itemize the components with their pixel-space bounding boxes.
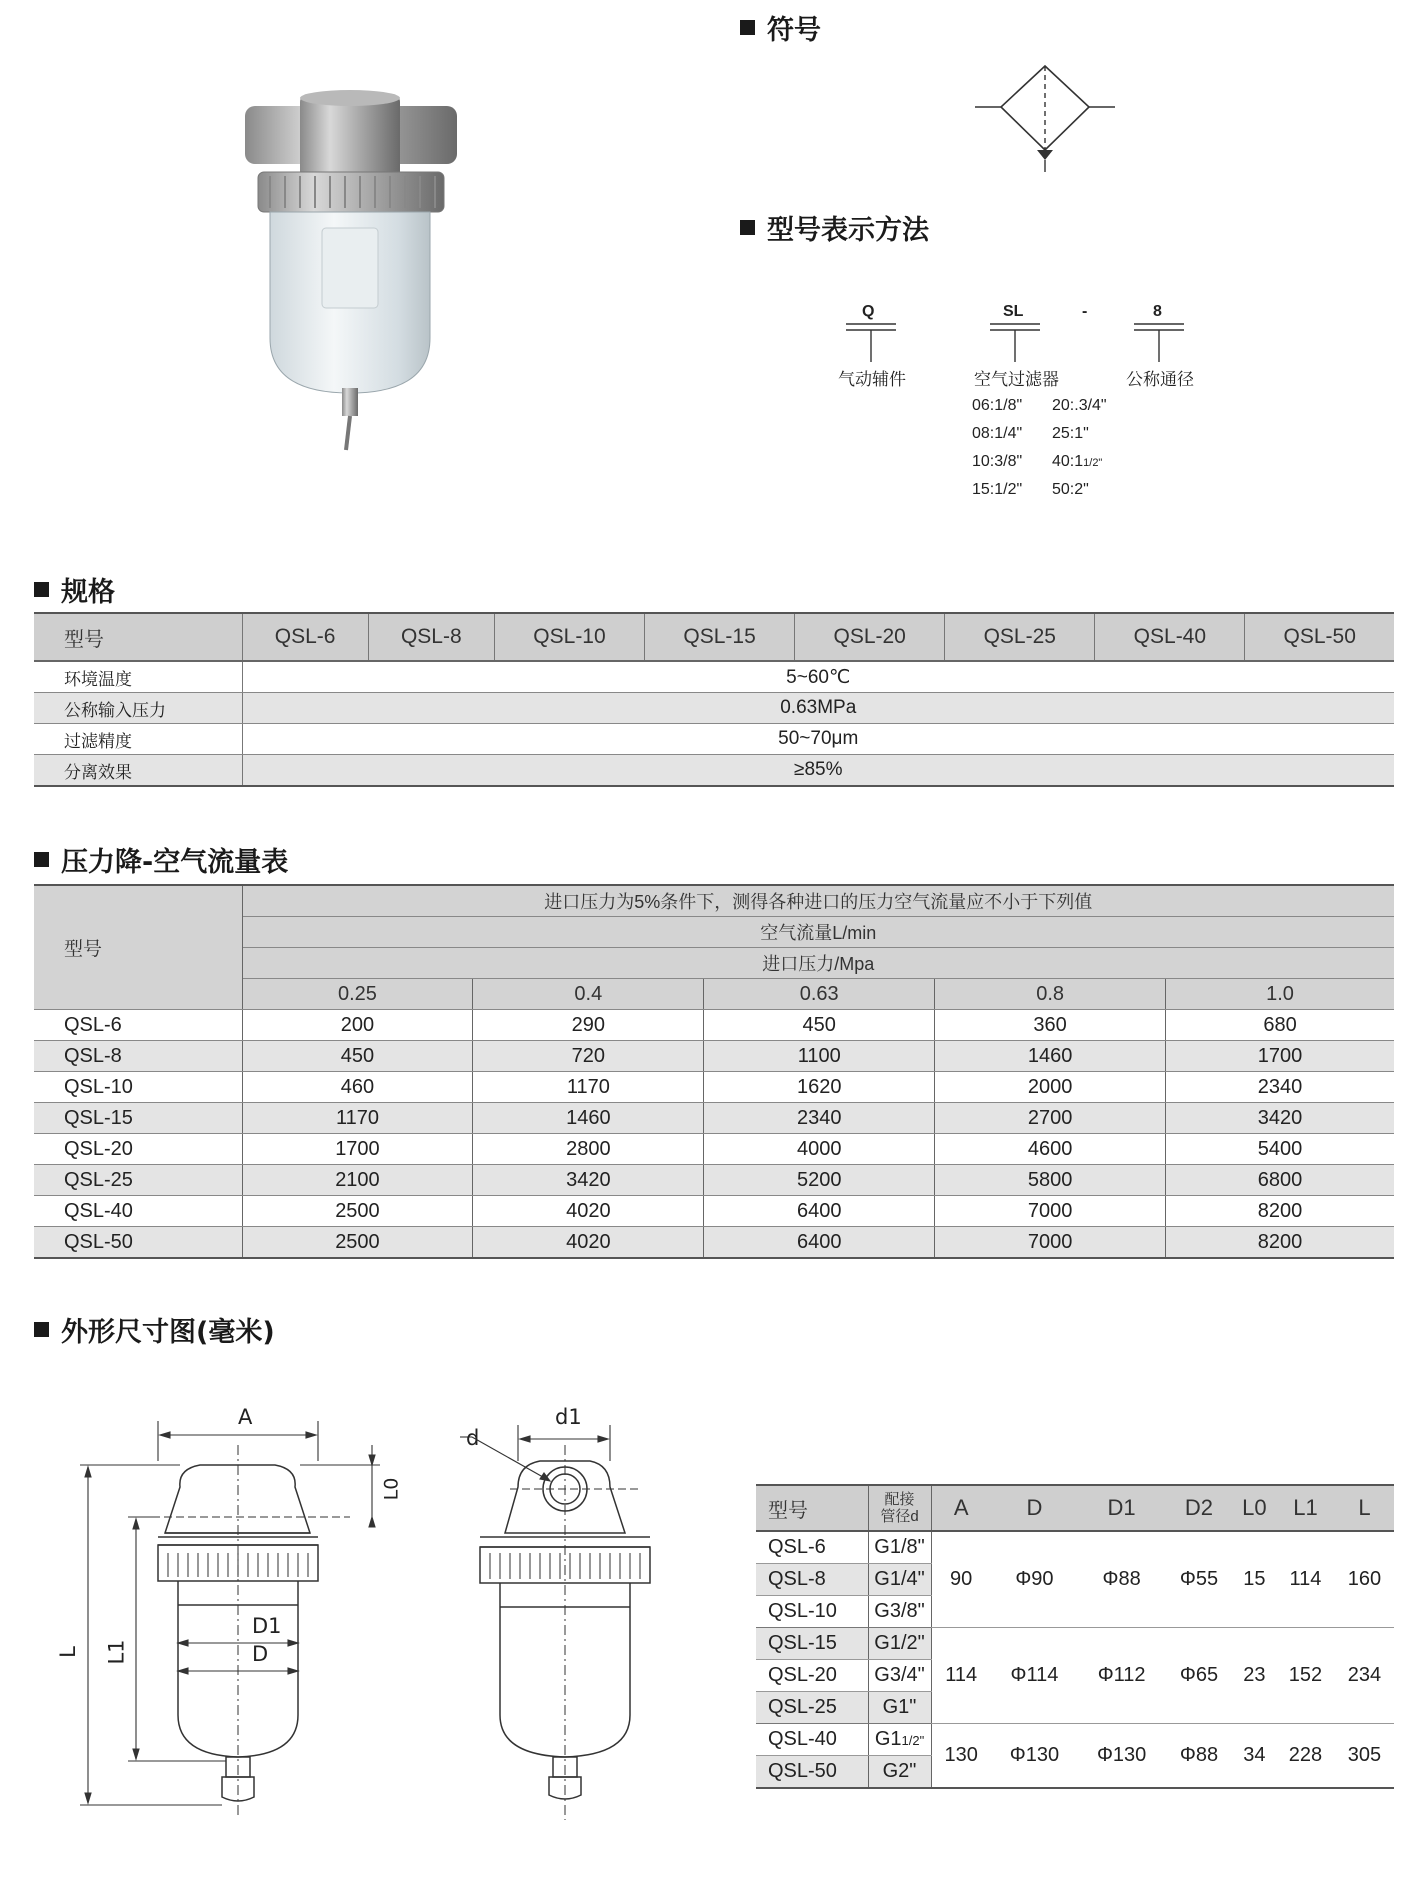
dim-model-cell: QSL-50 [756, 1756, 868, 1789]
spec-model-cell: QSL-40 [1095, 613, 1245, 661]
dim-pipe-cell: G11/2" [868, 1724, 931, 1756]
table-row [34, 1134, 1394, 1165]
flow-model-cell: QSL-20 [34, 1134, 242, 1165]
flow-value-cell: 8200 [1166, 1227, 1394, 1259]
size-code-20: 20:.3/4" [1052, 397, 1107, 414]
flow-value-cell: 2000 [935, 1072, 1166, 1103]
flow-value-cell: 5200 [704, 1165, 935, 1196]
dim-d2-cell: Φ88 [1165, 1724, 1233, 1789]
section-title-spec: 规格 [34, 570, 115, 609]
flow-model-cell: QSL-8 [34, 1041, 242, 1072]
dimension-drawing-side [460, 1425, 670, 1825]
dim-header-l1: L1 [1276, 1485, 1335, 1531]
pressure-cell: 0.25 [242, 979, 473, 1010]
table-row [756, 1531, 1394, 1564]
dim-a-cell: 130 [931, 1724, 991, 1789]
flow-value-cell: 7000 [935, 1196, 1166, 1227]
dim-header-d1: D1 [1078, 1485, 1165, 1531]
flow-value-cell: 460 [242, 1072, 473, 1103]
dim-d-cell: Φ90 [991, 1531, 1078, 1628]
dim-label-l1: L1 [104, 1639, 129, 1665]
flow-value-cell: 4600 [935, 1134, 1166, 1165]
spec-table [34, 612, 1394, 787]
dim-model-cell: QSL-25 [756, 1692, 868, 1724]
pressure-cell: 0.8 [935, 979, 1166, 1010]
flow-value-cell: 1620 [704, 1072, 935, 1103]
spec-row-label: 环境温度 [34, 661, 242, 693]
flow-value-cell: 2800 [473, 1134, 704, 1165]
flow-model-cell: QSL-50 [34, 1227, 242, 1259]
spec-row [34, 755, 1394, 787]
table-row [756, 1724, 1394, 1756]
dim-d-cell: Φ130 [991, 1724, 1078, 1789]
dim-pipe-cell: G1" [868, 1692, 931, 1724]
flow-model-cell: QSL-40 [34, 1196, 242, 1227]
flow-value-cell: 5800 [935, 1165, 1166, 1196]
flow-value-cell: 8200 [1166, 1196, 1394, 1227]
dim-label-l0: L0 [380, 1477, 403, 1501]
flow-value-cell: 2340 [1166, 1072, 1394, 1103]
dim-header-d: D [991, 1485, 1078, 1531]
flow-unit: 空气流量L/min [242, 917, 1394, 948]
dim-pipe-cell: G2" [868, 1756, 931, 1789]
notation-size-desc: 公称通径 [1126, 370, 1194, 390]
dim-header-l0: L0 [1233, 1485, 1276, 1531]
dim-model-cell: QSL-8 [756, 1564, 868, 1596]
flow-value-cell: 1170 [473, 1072, 704, 1103]
size-code-40: 40:11/2" [1052, 453, 1103, 470]
dim-label-a: A [238, 1405, 253, 1429]
flow-value-cell: 200 [242, 1010, 473, 1041]
dim-label-d1-side: d1 [555, 1405, 582, 1429]
dim-l-cell: 305 [1335, 1724, 1394, 1789]
flow-model-cell: QSL-6 [34, 1010, 242, 1041]
dim-model-cell: QSL-10 [756, 1596, 868, 1628]
pressure-cell: 0.63 [704, 979, 935, 1010]
flow-value-cell: 3420 [473, 1165, 704, 1196]
spec-row-value: ≥85% [242, 755, 1394, 787]
dim-header-model: 型号 [756, 1485, 868, 1531]
flow-condition: 进口压力为5%条件下，测得各种进口的压力空气流量应不小于下列值 [242, 885, 1394, 917]
section-title-flow: 压力降-空气流量表 [34, 840, 288, 879]
dim-model-cell: QSL-6 [756, 1531, 868, 1564]
product-photo [230, 88, 470, 458]
filter-symbol-icon [975, 60, 1115, 172]
spec-model-cell: QSL-20 [795, 613, 945, 661]
table-row [34, 1196, 1394, 1227]
flow-value-cell: 450 [704, 1010, 935, 1041]
spec-row-value: 5~60℃ [242, 661, 1394, 693]
table-row [34, 1227, 1394, 1259]
dim-d2-cell: Φ65 [1165, 1628, 1233, 1724]
spec-row-value: 0.63MPa [242, 693, 1394, 724]
dim-header-row [756, 1485, 1394, 1531]
dim-pipe-cell: G3/4" [868, 1660, 931, 1692]
flow-model-cell: QSL-15 [34, 1103, 242, 1134]
spec-model-cell: QSL-50 [1245, 613, 1394, 661]
bullet-square-icon [34, 852, 49, 867]
spec-row-value: 50~70μm [242, 724, 1394, 755]
flow-value-cell: 3420 [1166, 1103, 1394, 1134]
dim-pipe-cell: G1/4" [868, 1564, 931, 1596]
dim-model-cell: QSL-40 [756, 1724, 868, 1756]
flow-value-cell: 2700 [935, 1103, 1166, 1134]
flow-value-cell: 360 [935, 1010, 1166, 1041]
size-code-50: 50:2" [1052, 481, 1089, 498]
flow-value-cell: 680 [1166, 1010, 1394, 1041]
dimension-drawing-front [60, 1405, 390, 1820]
size-code-25: 25:1" [1052, 425, 1089, 442]
flow-table [34, 884, 1394, 1259]
spec-row-label: 分离效果 [34, 755, 242, 787]
dim-l1-cell: 152 [1276, 1628, 1335, 1724]
flow-value-cell: 1700 [1166, 1041, 1394, 1072]
spec-row [34, 724, 1394, 755]
pressure-unit: 进口压力/Mpa [242, 948, 1394, 979]
dim-l0-cell: 34 [1233, 1724, 1276, 1789]
dim-d1-cell: Φ88 [1078, 1531, 1165, 1628]
spec-model-cell: QSL-15 [645, 613, 795, 661]
dim-header-l: L [1335, 1485, 1394, 1531]
dim-pipe-cell: G3/8" [868, 1596, 931, 1628]
spec-model-cell: QSL-6 [242, 613, 368, 661]
notation-q-code: Q [862, 303, 875, 320]
notation-q-desc: 气动辅件 [838, 370, 906, 390]
notation-size-code: 8 [1153, 303, 1162, 320]
flow-model-label: 型号 [34, 885, 242, 1010]
spec-row-label: 公称输入压力 [34, 693, 242, 724]
table-row [34, 1010, 1394, 1041]
spec-row [34, 661, 1394, 693]
spec-model-cell: QSL-10 [494, 613, 644, 661]
dim-l-cell: 234 [1335, 1628, 1394, 1724]
flow-value-cell: 5400 [1166, 1134, 1394, 1165]
spec-model-cell: QSL-8 [368, 613, 494, 661]
dim-d-cell: Φ114 [991, 1628, 1078, 1724]
dim-d1-cell: Φ130 [1078, 1724, 1165, 1789]
size-code-08: 08:1/4" [972, 425, 1023, 442]
table-row [34, 1103, 1394, 1134]
dim-label-d: D [252, 1642, 269, 1666]
flow-value-cell: 6400 [704, 1227, 935, 1259]
flow-value-cell: 6400 [704, 1196, 935, 1227]
flow-value-cell: 1700 [242, 1134, 473, 1165]
bullet-square-icon [34, 582, 49, 597]
table-row [756, 1628, 1394, 1660]
section-title-model-notation: 型号表示方法 [740, 208, 929, 247]
bullet-square-icon [34, 1322, 49, 1337]
dim-model-cell: QSL-20 [756, 1660, 868, 1692]
dim-label-d-small: d [466, 1426, 480, 1450]
dim-l-cell: 160 [1335, 1531, 1394, 1628]
flow-header-row [34, 885, 1394, 917]
flow-model-cell: QSL-25 [34, 1165, 242, 1196]
size-code-06: 06:1/8" [972, 397, 1023, 414]
flow-value-cell: 7000 [935, 1227, 1166, 1259]
dim-model-cell: QSL-15 [756, 1628, 868, 1660]
flow-value-cell: 1170 [242, 1103, 473, 1134]
dim-d1-cell: Φ112 [1078, 1628, 1165, 1724]
size-code-10: 10:3/8" [972, 453, 1023, 470]
notation-sl-desc: 空气过滤器 [974, 370, 1059, 390]
pressure-cell: 0.4 [473, 979, 704, 1010]
dim-l1-cell: 114 [1276, 1531, 1335, 1628]
pressure-cell: 1.0 [1166, 979, 1394, 1010]
flow-value-cell: 4000 [704, 1134, 935, 1165]
dim-a-cell: 90 [931, 1531, 991, 1628]
flow-value-cell: 2340 [704, 1103, 935, 1134]
flow-value-cell: 2500 [242, 1196, 473, 1227]
flow-value-cell: 720 [473, 1041, 704, 1072]
dim-l0-cell: 15 [1233, 1531, 1276, 1628]
flow-value-cell: 1100 [704, 1041, 935, 1072]
table-row [34, 1072, 1394, 1103]
dim-header-pipe: 配接 管径d [868, 1485, 931, 1531]
dim-pipe-cell: G1/8" [868, 1531, 931, 1564]
flow-value-cell: 450 [242, 1041, 473, 1072]
table-row [34, 1165, 1394, 1196]
dim-header-d2: D2 [1165, 1485, 1233, 1531]
flow-value-cell: 4020 [473, 1196, 704, 1227]
flow-value-cell: 290 [473, 1010, 704, 1041]
dim-l1-cell: 228 [1276, 1724, 1335, 1789]
dim-l0-cell: 23 [1233, 1628, 1276, 1724]
flow-value-cell: 4020 [473, 1227, 704, 1259]
flow-value-cell: 6800 [1166, 1165, 1394, 1196]
size-code-15: 15:1/2" [972, 481, 1023, 498]
flow-value-cell: 1460 [473, 1103, 704, 1134]
flow-value-cell: 1460 [935, 1041, 1166, 1072]
spec-header-row [34, 613, 1394, 661]
dim-label-l: L [55, 1646, 80, 1658]
spec-header-label: 型号 [34, 613, 242, 661]
flow-model-cell: QSL-10 [34, 1072, 242, 1103]
dimension-table [756, 1484, 1394, 1789]
dim-d2-cell: Φ55 [1165, 1531, 1233, 1628]
dim-a-cell: 114 [931, 1628, 991, 1724]
flow-value-cell: 2500 [242, 1227, 473, 1259]
section-title-symbol: 符号 [740, 8, 821, 47]
spec-model-cell: QSL-25 [945, 613, 1095, 661]
notation-dash: - [1082, 303, 1088, 320]
dim-label-d1: D1 [252, 1614, 282, 1638]
dim-header-a: A [931, 1485, 991, 1531]
flow-value-cell: 2100 [242, 1165, 473, 1196]
spec-row-label: 过滤精度 [34, 724, 242, 755]
notation-leader-lines [840, 322, 1200, 366]
spec-row [34, 693, 1394, 724]
table-row [34, 1041, 1394, 1072]
bullet-square-icon [740, 20, 755, 35]
bullet-square-icon [740, 220, 755, 235]
dim-pipe-cell: G1/2" [868, 1628, 931, 1660]
notation-sl-code: SL [1003, 303, 1024, 320]
section-title-dims: 外形尺寸图(毫米) [34, 1310, 275, 1349]
